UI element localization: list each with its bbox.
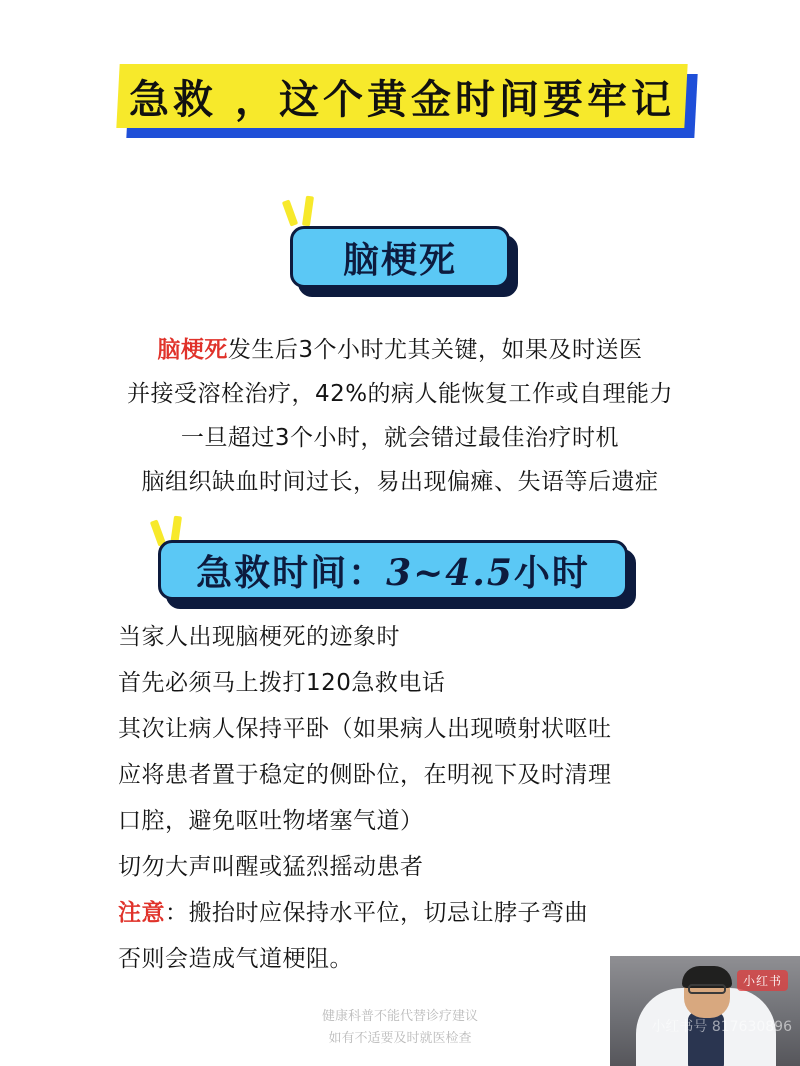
glasses-icon: [688, 984, 726, 994]
section-heading-2-label: [196, 545, 590, 596]
list-item-note-line2: 否则会造成气道梗阻。: [118, 946, 353, 972]
list-item: 当家人出现脑梗死的迹象时: [118, 624, 400, 650]
paragraph-line-2: 并接受溶栓治疗，42%的病人能恢复工作或自理能力: [126, 381, 674, 407]
page-title: 急救 ，这个黄金时间要牢记: [129, 76, 675, 123]
section-heading-2: [158, 540, 628, 600]
section-heading-2-value: 3~4.5: [386, 551, 514, 594]
paragraph-line-3: 一旦超过3个小时，就会错过最佳治疗时机: [180, 425, 620, 451]
doctor-photo: [610, 956, 800, 1066]
paragraph-line-1-lead: 脑梗死: [157, 337, 228, 363]
section-heading-1-body: [290, 226, 510, 288]
disclaimer-line-2: 如有不适要及时就医检查: [328, 1031, 472, 1046]
watermark-logo: 小红书: [737, 970, 788, 991]
section-heading-1: [290, 226, 510, 288]
list-item: 口腔，避免呕吐物堵塞气道）: [118, 808, 424, 834]
section-heading-2-body: [158, 540, 628, 600]
paragraph-line-1-rest: 发生后3个小时尤其关键，如果及时送医: [227, 337, 643, 363]
list-item: 其次让病人保持平卧（如果病人出现喷射状呕吐: [118, 716, 612, 742]
title-banner: [0, 58, 800, 158]
watermark-id: 小红书号 817630896: [651, 1019, 792, 1035]
paragraph-line-4: 脑组织缺血时间过长，易出现偏瘫、失语等后遗症: [141, 469, 659, 495]
list-item: 切勿大声叫醒或猛烈摇动患者: [118, 854, 424, 880]
paragraph-line-1: [0, 328, 800, 372]
instruction-list: [118, 614, 698, 982]
disclaimer-line-1: 健康科普不能代替诊疗建议: [321, 1009, 478, 1024]
section-heading-1-label: 脑梗死: [342, 239, 457, 281]
note-text: ：搬抬时应保持水平位，切忌让脖子弯曲: [165, 900, 588, 926]
note-label: 注意: [118, 900, 165, 926]
list-item-note: [118, 890, 698, 936]
section-heading-2-prefix: 急救时间：: [196, 552, 387, 594]
section-heading-2-suffix: 小时: [513, 552, 590, 594]
list-item: 首先必须马上拨打120急救电话: [118, 670, 446, 696]
list-item: 应将患者置于稳定的侧卧位，在明视下及时清理: [118, 762, 612, 788]
